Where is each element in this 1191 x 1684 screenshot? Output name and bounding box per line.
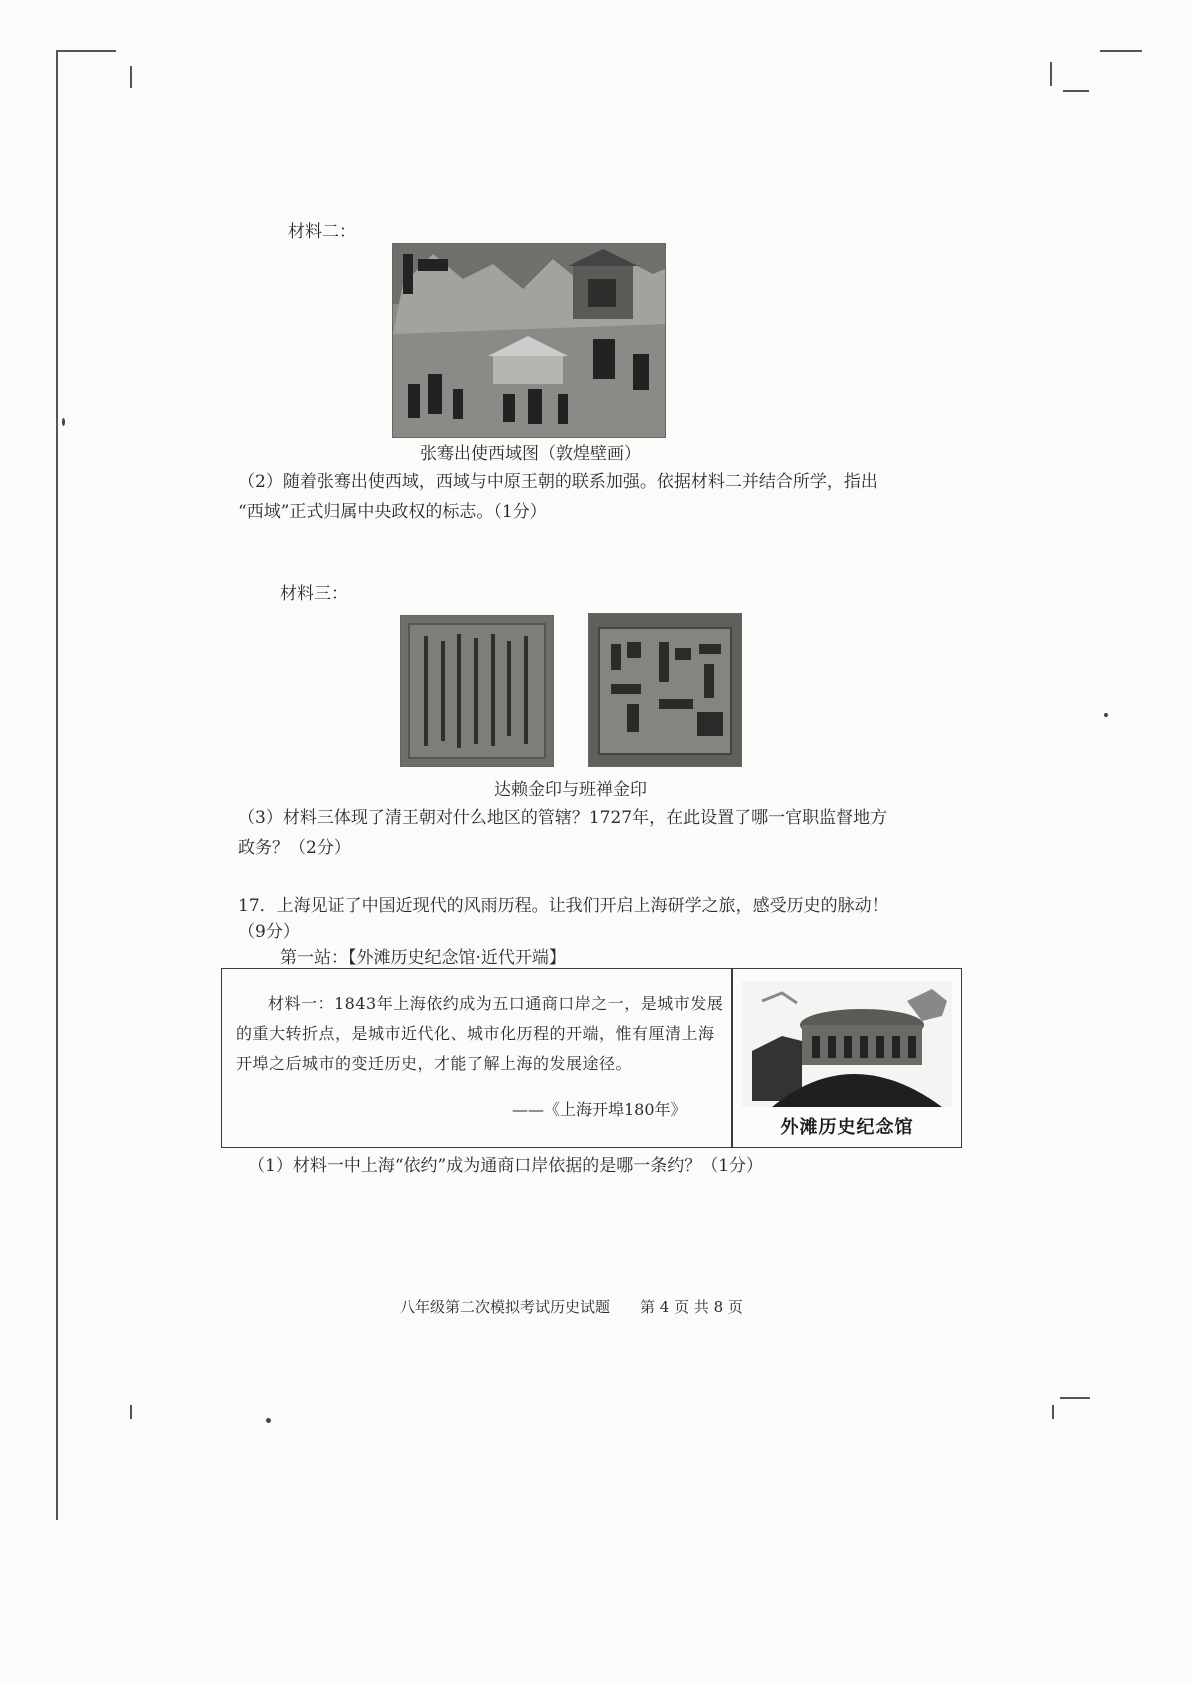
crop-mark-bottom-right-h <box>1060 1397 1090 1399</box>
crop-mark-bottom-right <box>1052 1405 1054 1419</box>
material2-label: 材料二： <box>288 222 356 242</box>
question-2-line2: “西域”正式归属中央政权的标志。（1分） <box>238 502 547 522</box>
question-17-line2: （9分） <box>238 922 300 942</box>
scan-speck <box>1104 713 1108 717</box>
question-3-line1: （3）材料三体现了清王朝对什么地区的管辖？1727年，在此设置了哪一官职监督地方 <box>238 808 888 828</box>
material1-box <box>221 968 962 1148</box>
question-17-1: （1）材料一中上海“依约”成为通商口岸依据的是哪一条约？（1分） <box>248 1156 764 1176</box>
station-one-heading: 第一站：【外滩历史纪念馆·近代开端】 <box>280 948 566 968</box>
dalai-seal-illustration <box>401 616 553 766</box>
question-3-line2: 政务？（2分） <box>238 838 351 858</box>
material1-source: ——《上海开埠180年》 <box>512 1100 687 1119</box>
panchen-golden-seal-image <box>588 613 742 767</box>
scan-speck <box>266 1418 271 1423</box>
crop-mark-top-right-h <box>1100 50 1142 52</box>
scan-speck <box>62 418 65 426</box>
scan-border-left <box>56 50 58 1520</box>
material1-text: 材料一：1843年上海依约成为五口通商口岸之一，是城市发展的重大转折点，是城市近代化、城市化历程的开端，惟有厘清上海开埠之后城市的变迁历史，才能了解上海的发展途径。 <box>236 994 724 1073</box>
scan-border-top <box>56 50 116 52</box>
panchen-seal-illustration <box>589 614 741 766</box>
crop-mark-top-left <box>130 66 132 88</box>
bund-memorial-label: 外滩历史纪念馆 <box>780 1117 914 1138</box>
crop-mark-top-right <box>1050 62 1052 86</box>
zhang-qian-mural-image <box>392 243 666 438</box>
crop-mark-bottom-left <box>130 1405 132 1419</box>
material3-label: 材料三： <box>280 584 348 604</box>
box-divider <box>731 969 733 1147</box>
crop-mark-top-right-h2 <box>1063 90 1089 92</box>
page-footer: 八年级第二次模拟考试历史试题 第 4 页 共 8 页 <box>400 1298 743 1316</box>
material3-caption: 达赖金印与班禅金印 <box>494 780 647 800</box>
question-2-line1: （2）随着张骞出使西域，西域与中原王朝的联系加强。依据材料二并结合所学，指出 <box>238 472 878 492</box>
bund-memorial-image <box>742 981 952 1107</box>
bund-memorial-illustration <box>742 981 952 1107</box>
material2-caption: 张骞出使西域图（敦煌壁画） <box>420 444 641 464</box>
question-17-line1: 17．上海见证了中国近现代的风雨历程。让我们开启上海研学之旅，感受历史的脉动！ <box>238 896 889 916</box>
mural-illustration <box>393 244 665 437</box>
dalai-golden-seal-image <box>400 615 554 767</box>
